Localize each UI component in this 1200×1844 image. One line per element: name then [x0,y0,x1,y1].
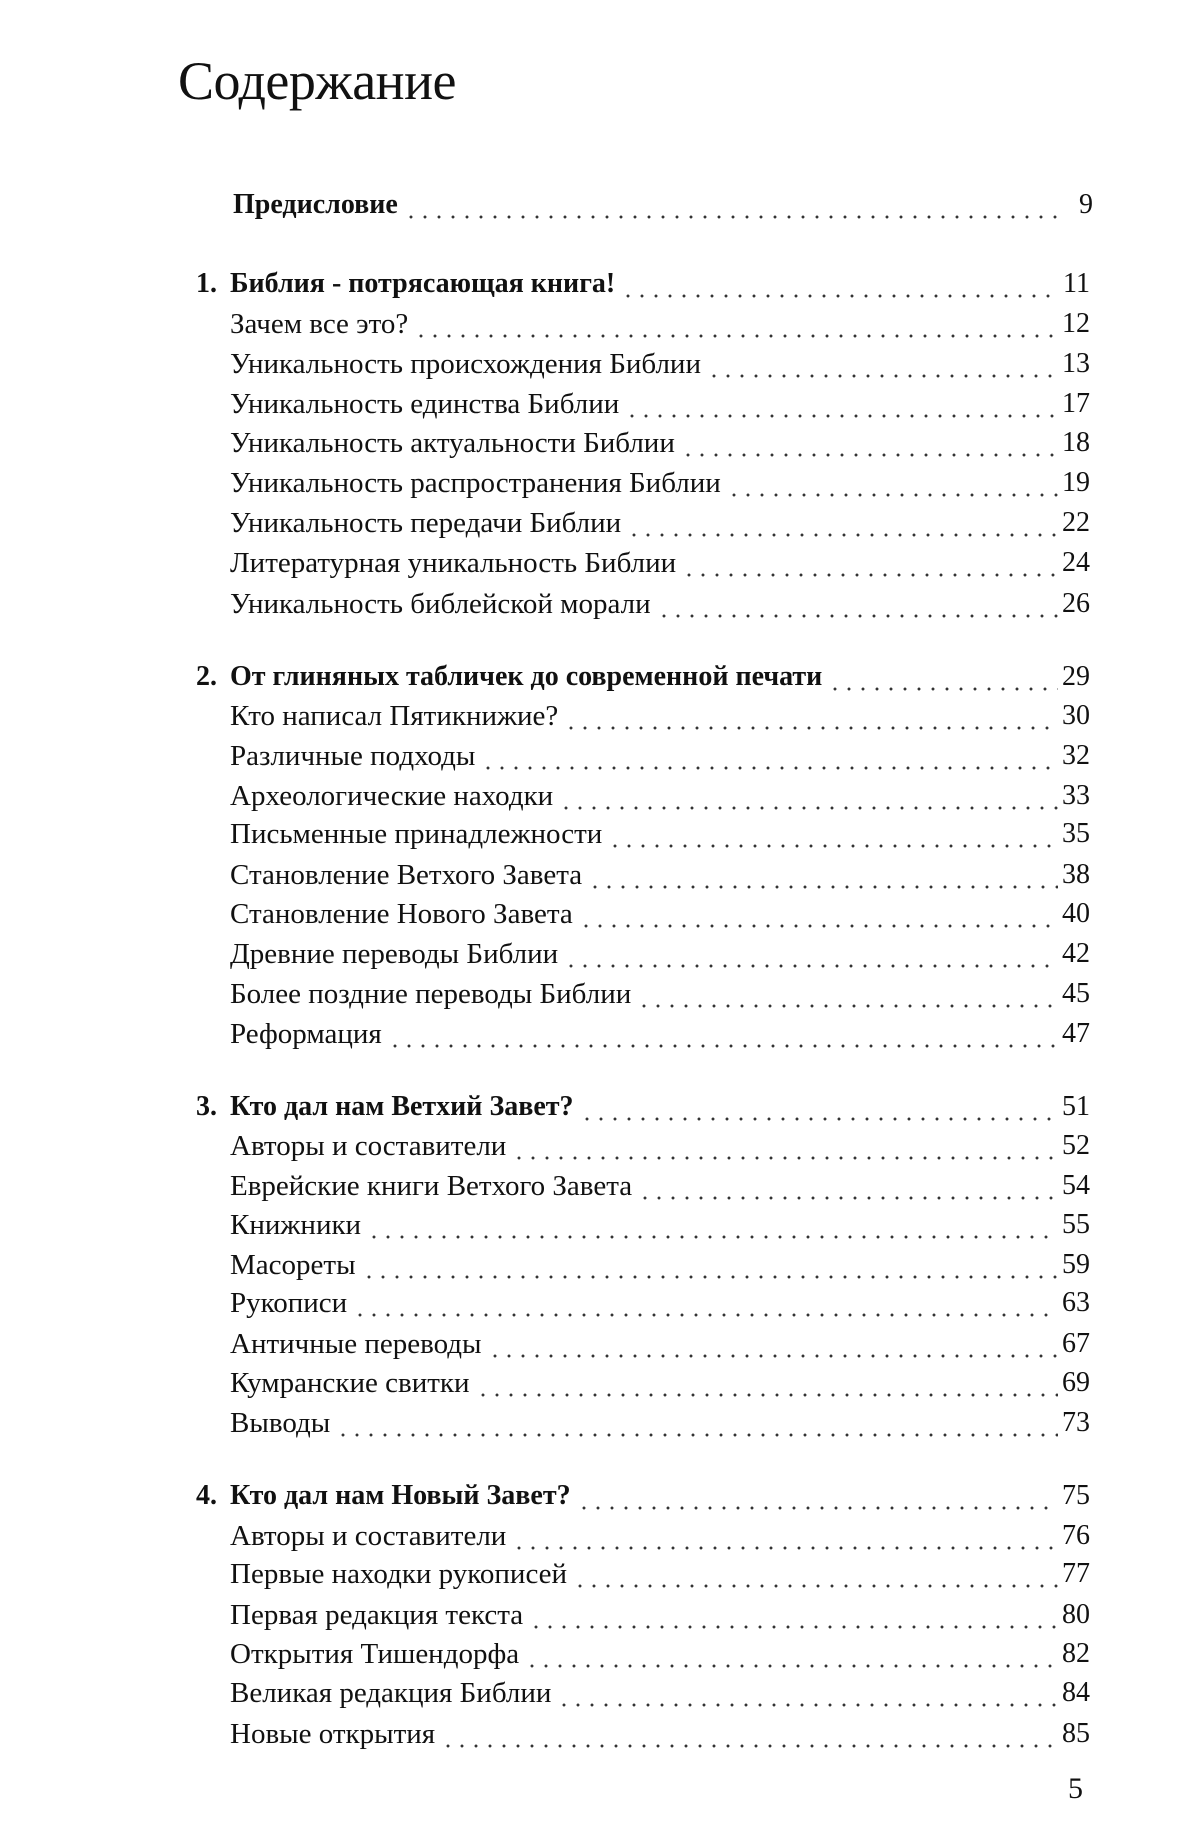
toc-chapter-entry [196,265,1090,303]
toc-chapter-number: 2. [196,661,217,692]
toc-entry-title: Предисловие [233,189,398,220]
toc-page-number: 33 [1062,780,1090,811]
dot-leader [523,1635,1058,1673]
toc-chapter-entry [196,658,1090,696]
dot-leader [577,895,1058,933]
toc-page-number: 40 [1062,898,1090,929]
toc-page-number: 45 [1062,978,1090,1009]
dot-leader [586,856,1058,894]
toc-entry-title: Новые открытия [230,1718,436,1750]
toc-entry [230,815,1090,853]
toc-entry [230,424,1090,462]
dot-leader [402,186,1061,224]
dot-leader [527,1596,1058,1634]
dot-leader [636,1167,1058,1205]
toc-page-number: 52 [1062,1130,1090,1161]
toc-entry [230,1325,1090,1363]
dot-leader [479,737,1058,775]
toc-entry [230,1715,1090,1753]
toc-page-number: 63 [1062,1287,1090,1318]
toc-page-number: 76 [1062,1520,1090,1551]
page-title: Содержание [178,51,456,111]
toc-entry-title: Кумранские свитки [230,1367,470,1399]
toc-entry [230,345,1090,383]
toc-entry-title: Кто дал нам Новый Завет? [230,1480,571,1511]
toc-entry [230,935,1090,973]
toc-page-number: 59 [1062,1249,1090,1280]
toc-entry-title: Уникальность передачи Библии [230,507,622,539]
toc-entry-title: Письменные принадлежности [230,818,603,850]
toc-entry [230,697,1090,735]
dot-leader [655,585,1058,623]
toc-entry [230,504,1090,542]
dot-leader [360,1246,1058,1284]
toc-chapter-number: 1. [196,268,217,299]
dot-leader [606,815,1058,853]
toc-page-number: 29 [1062,661,1090,692]
toc-entry-title: Уникальность распространения Библии [230,467,721,499]
dot-leader [635,975,1058,1013]
toc-entry [230,1364,1090,1402]
toc-entry-title: Кто дал нам Ветхий Завет? [230,1091,574,1122]
toc-chapter-number: 4. [196,1480,217,1511]
toc-entry [230,895,1090,933]
toc-entry [230,1555,1090,1593]
toc-entry [230,1015,1090,1053]
dot-leader [578,1088,1058,1126]
toc-entry [230,385,1090,423]
toc-page-number: 13 [1062,348,1090,379]
toc-page-number: 42 [1062,938,1090,969]
page-number: 5 [1068,1772,1083,1805]
toc-page-number: 26 [1062,588,1090,619]
toc-entry [230,1167,1090,1205]
dot-leader [510,1127,1058,1165]
toc-entry [230,585,1090,623]
toc-entry [230,1246,1090,1284]
toc-entry [230,1206,1090,1244]
dot-leader [555,1674,1058,1712]
toc-entry [230,737,1090,775]
toc-entry-title: Археологические находки [230,780,554,812]
toc-page-number: 80 [1062,1599,1090,1630]
toc-entry-title: Становление Ветхого Завета [230,859,583,891]
toc-page-number: 51 [1062,1091,1090,1122]
toc-entry-title: Уникальность происхождения Библии [230,348,701,380]
dot-leader [562,697,1058,735]
toc-chapter-entry [196,1477,1090,1515]
dot-leader [826,658,1058,696]
toc-entry [230,1596,1090,1634]
toc-page-number: 55 [1062,1209,1090,1240]
toc-page-number: 38 [1062,859,1090,890]
toc-page-number: 17 [1062,388,1090,419]
toc-page-number: 47 [1062,1018,1090,1049]
toc-entry-title: Уникальность библейской морали [230,588,651,620]
toc-chapter-entry [196,1088,1090,1126]
toc-entry-title: Книжники [230,1209,362,1241]
toc-entry [230,1674,1090,1712]
dot-leader [705,345,1058,383]
toc-entry [230,975,1090,1013]
toc-page-number: 69 [1062,1367,1090,1398]
toc-entry-title: Более поздние переводы Библии [230,978,632,1010]
dot-leader [474,1364,1059,1402]
toc-entry [230,1127,1090,1165]
toc-entry-title: Первая редакция текста [230,1599,524,1631]
toc-entry-title: Древние переводы Библии [230,938,559,970]
dot-leader [575,1477,1058,1515]
toc-page-number: 19 [1062,467,1090,498]
dot-leader [679,424,1058,462]
toc-page-number: 67 [1062,1328,1090,1359]
dot-leader [562,935,1058,973]
toc-entry-title: Античные переводы [230,1328,482,1360]
toc-page-number: 77 [1062,1558,1090,1589]
dot-leader [725,464,1058,502]
toc-entry-title: Библия - потрясающая книга! [230,268,616,299]
toc-chapter-number: 3. [196,1091,217,1122]
toc-chapter-entry [233,186,1093,224]
dot-leader [571,1555,1058,1593]
toc-entry [230,856,1090,894]
dot-leader [623,385,1058,423]
toc-page-number: 73 [1062,1407,1090,1438]
toc-entry-title: Становление Нового Завета [230,898,573,930]
toc-page-number: 18 [1062,427,1090,458]
toc-entry-title: Зачем все это? [230,308,409,340]
toc-entry [230,777,1090,815]
toc-entry [230,1635,1090,1673]
toc-entry-title: Уникальность единства Библии [230,388,620,420]
toc-page-number: 9 [1079,189,1093,220]
toc-entry-title: Выводы [230,1407,331,1439]
dot-leader [334,1404,1058,1442]
toc-entry [230,1517,1090,1555]
toc-entry-title: От глиняных табличек до современной печати [230,661,823,692]
dot-leader [365,1206,1058,1244]
toc-entry-title: Уникальность актуальности Библии [230,427,675,459]
toc-entry-title: Первые находки рукописей [230,1558,568,1590]
dot-leader [619,265,1058,303]
toc-page-number: 11 [1063,268,1090,299]
toc-page-number: 24 [1062,547,1090,578]
toc-page-number: 12 [1062,308,1090,339]
toc-entry-title: Литературная уникальность Библии [230,547,677,579]
toc-page-number: 22 [1062,507,1090,538]
dot-leader [557,777,1058,815]
toc-page-number: 75 [1062,1480,1090,1511]
toc-entry-title: Великая редакция Библии [230,1677,552,1709]
toc-page-number: 35 [1062,818,1090,849]
toc-entry-title: Кто написал Пятикнижие? [230,700,559,732]
toc-entry-title: Открытия Тишендорфа [230,1638,520,1670]
toc-entry [230,544,1090,582]
toc-entry [230,305,1090,343]
dot-leader [510,1517,1058,1555]
toc-page-number: 32 [1062,740,1090,771]
toc-entry-title: Различные подходы [230,740,476,772]
dot-leader [680,544,1058,582]
toc-entry-title: Рукописи [230,1287,348,1319]
dot-leader [386,1015,1058,1053]
dot-leader [486,1325,1058,1363]
toc-entry-title: Авторы и составители [230,1130,507,1162]
toc-entry [230,464,1090,502]
toc-entry-title: Авторы и составители [230,1520,507,1552]
toc-page-number: 82 [1062,1638,1090,1669]
toc-page-number: 85 [1062,1718,1090,1749]
dot-leader [351,1284,1058,1322]
toc-entry-title: Еврейские книги Ветхого Завета [230,1170,633,1202]
toc-entry-title: Масореты [230,1249,356,1281]
toc-entry [230,1284,1090,1322]
toc-page-number: 54 [1062,1170,1090,1201]
toc-entry [230,1404,1090,1442]
dot-leader [439,1715,1058,1753]
toc-page-number: 84 [1062,1677,1090,1708]
toc-entry-title: Реформация [230,1018,382,1050]
dot-leader [625,504,1058,542]
dot-leader [412,305,1058,343]
toc-page-number: 30 [1062,700,1090,731]
